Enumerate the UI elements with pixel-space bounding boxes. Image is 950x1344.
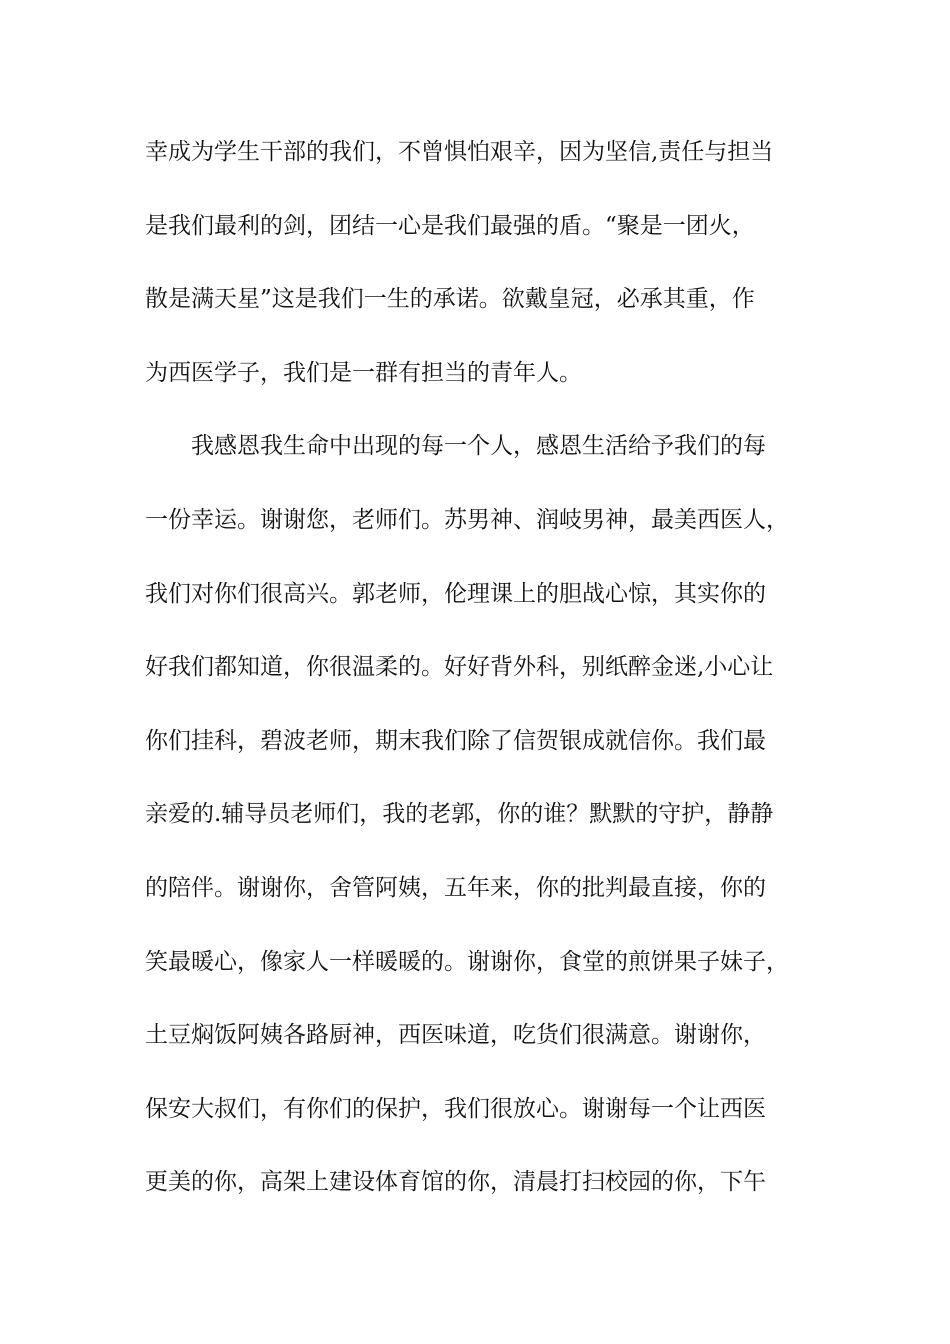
text-line-7: 我们对你们很高兴。郭老师，伦理课上的胆战心惊，其实你的 bbox=[145, 580, 766, 607]
text-line-15: 更美的你，高架上建设体育馆的你，清晨打扫校园的你，下午 bbox=[145, 1169, 766, 1196]
text-line-5: 我感恩我生命中出现的每一个人，感恩生活给予我们的每 bbox=[145, 433, 766, 460]
body-text bbox=[145, 132, 825, 1236]
text-line-9: 你们挂科，碧波老师，期末我们除了信贺银成就信你。我们最 bbox=[145, 727, 766, 754]
text-line-11: 的陪伴。谢谢你，舍管阿姨，五年来，你的批判最直接，你的 bbox=[145, 874, 766, 901]
text-line-1: 幸成为学生干部的我们，不曾惧怕艰辛，因为坚信,责任与担当 bbox=[145, 139, 774, 165]
text-line-14: 保安大叔们，有你们的保护，我们很放心。谢谢每一个让西医 bbox=[145, 1095, 766, 1122]
text-line-6: 一份幸运。谢谢您，老师们。苏男神、润岐男神，最美西医人， bbox=[145, 506, 789, 533]
text-line-8: 好我们都知道，你很温柔的。好好背外科，别纸醉金迷,小心让 bbox=[145, 654, 774, 681]
text-line-3: 散是满天星”这是我们一生的承诺。欲戴皇冠，必承其重，作 bbox=[145, 286, 755, 313]
text-line-2: 是我们最利的剑，团结一心是我们最强的盾。“聚是一团火， bbox=[145, 212, 755, 239]
text-line-4: 为西医学子，我们是一群有担当的青年人。 bbox=[145, 359, 582, 386]
text-line-10: 亲爱的.辅导员老师们，我的老郭，你的谁？默默的守护，静静 bbox=[145, 801, 774, 828]
text-line-13: 土豆焖饭阿姨各路厨神，西医味道，吃货们很满意。谢谢你， bbox=[145, 1022, 766, 1049]
text-line-12: 笑最暖心，像家人一样暖暖的。谢谢你，食堂的煎饼果子妹子， bbox=[145, 948, 789, 975]
